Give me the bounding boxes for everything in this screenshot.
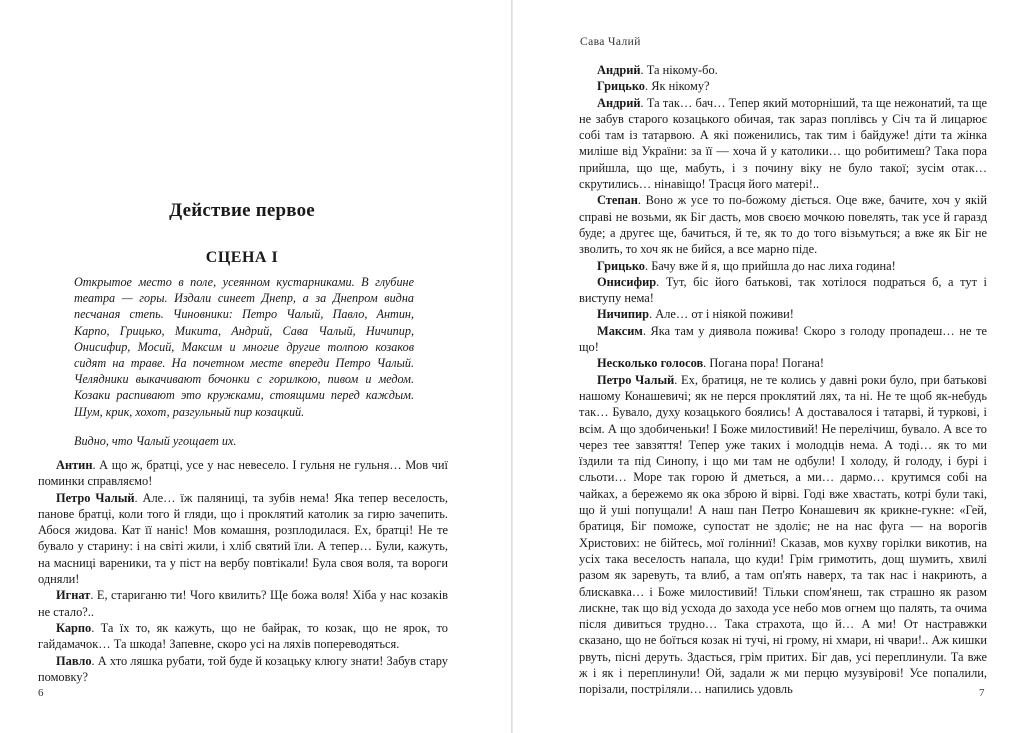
- page-number-left: 6: [38, 687, 44, 699]
- dialogue-line: [579, 95, 987, 193]
- dialogue-line: [579, 62, 987, 78]
- dialogue-line: [38, 620, 448, 653]
- dialogue-line: [579, 323, 987, 356]
- line-text: . Ех, братиця, не те колись у давні роки було, при батькові нашому Конашевичі; як не перся проклятий лях, та ні. Не те щоб як-небудь так… Бувало, духу козацького боялись! А доставалося і татарві, й туркові, і всім. А що здобиченьки! І Боже милостивий! Не перелічиш, бувало. А все то через тее завзяття! Тепер уже таких і молодців нема. А тоді… як то ми їздили та пiд Синопу, і що ми там не одбули! І холоду, й голоду, і бурі і сльоти… Море так горою й дметься, а ми… дармо… крутимся собі на чайках, а бережемо як ока зброю й вірві. Годі вже хвастать, котрі були такі, що й уші попущали! А наш пан Петро Конашевич як крикне-гукне: «Гей, братиця, Біг поможе, супостат не здолiє; не на нас фуга — на ворогів Христових: не бійтесь, мої голінниї! Сказав, мов кухву горілки викотив, на усіх така веселость напала, що куди! Грім гримотить, дощ шумить, хвилі разом як заревуть, та влиб, а там оп'ять наверх, та так нас і накриють, а блискавка… і Боже милостивий! Тільки спом'янеш, так страшно як разом лискне, так що від усхода до захода усе небо мов огнем що палять, та очима після дивиться трудно… Така страхота, що й… А ми! От настравжки сказано, що не боїться козак ні тучі, ні грому, ні хмари, ні чвари!.. Аж кишки рвуть, пісні деруть. Здасться, грім притих. Біг дав, усі переплинули. Та вже ж і як і переплинули! Ой, задали ж ми перцю музувірові! Усе попалили, порізали, пострiляли… напились удовль: [579, 372, 987, 697]
- line-text: . Бачу вже й я, що прийшла до нас лиха година!: [645, 258, 896, 273]
- dialogue-line: [579, 274, 987, 307]
- speaker-name: Антин: [56, 458, 93, 472]
- act-title: Действие первое: [169, 200, 315, 221]
- line-text: . Та так… бач… Тепер який моторніший, та ще нежонатий, та ще не забув старого козацького обичая, так зараз поплівсь у Січ та й лицарює собі там із татарвою. А які поженились, так тим і байдуже! діти та жінка миліше від України: за її — хоча й у католики… що робитимеш? Така пора прийшла, що ще, мабуть, і з почину віку не було такої; зусім отак… скрутились… нінавіщо! Трасця його матері!..: [579, 95, 987, 192]
- speaker-name: Игнат: [56, 588, 91, 603]
- page-number-right: 7: [979, 687, 985, 699]
- dialogue-line: [38, 587, 448, 620]
- line-text: . Та нікому-бо.: [640, 63, 718, 77]
- stage-direction-secondary: Видно, что Чалый угощает их.: [74, 434, 237, 448]
- line-text: . Е, стариганю ти! Чого квилить? Ще божа воля! Хіба у нас козаків не стало?..: [38, 588, 448, 619]
- left-dialogue: [38, 457, 448, 685]
- speaker-name: Степан: [597, 193, 638, 208]
- scene-title: СЦЕНА І: [205, 249, 279, 266]
- dialogue-line: [579, 258, 987, 274]
- speaker-name: Максим: [597, 323, 643, 338]
- line-text: . Тут, біс його батькові, так хотілося подраться б, а тут і виступу нема!: [579, 274, 987, 306]
- stage-direction: Открытое место в поле, усеянном кустарниками. В глубине театра — горы. Издали синеет Днепр, а за Днепром видна песчаная степь. Чиновники: Петро Чалый, Павло, Антин, Карпо, Грицько, Микита, Андрий, Сава Чалый, Ничипир, Онисифир, Мосий, Максим и многие другие толпою козаков сидят на траве. На почетном месте впереди Петро Чалый. Челядники выкачивают бочонки с горилкою, пивом и медом. Козаки распивают это кружками, стоящими перед каждым. Шум, крик, хохот, разгульный пир козацкий.: [74, 275, 414, 419]
- dialogue-line: [38, 653, 448, 686]
- line-text: . А хто ляшка рубати, той буде й козацьку клюгу знати! Забув стару помовку?: [38, 653, 448, 684]
- speaker-name: Павло: [56, 653, 92, 668]
- right-dialogue: [579, 62, 987, 698]
- dialogue-line: [38, 457, 448, 490]
- line-text: . Та їх то, як кажуть, що не байрак, то козак, що не ярок, то гайдамачок… Та шкода! Запевне, скоро усі на ляхів попереводяться.: [38, 620, 448, 652]
- speaker-name: Несколько голосов: [597, 356, 704, 371]
- dialogue-line: [38, 490, 448, 588]
- speaker-name: Онисифир: [597, 274, 657, 289]
- dialogue-line: [579, 78, 987, 94]
- running-header: Сава Чалий: [580, 36, 641, 48]
- line-text: . Але… от і ніякой поживи!: [649, 307, 794, 322]
- line-text: . Як нікому?: [645, 79, 710, 94]
- right-page: [513, 0, 1024, 733]
- line-text: . Воно ж усе то по-божому діється. Оце вже, бачите, хоч у якій справі не возьми, як Біг дасть, мов своєю мочкою повелять, так усе й гаразд буде; а другеє ще, бачиться, й те, як то до того візьмуться; а вже як Біг не зволить, то хоч як не бийся, а все марно піде.: [579, 193, 987, 257]
- line-text: . А що ж, братці, усе у нас невесело. І гульня не гульня… Мов чиї поминки справляємо!: [38, 458, 448, 489]
- dialogue-line: [579, 355, 987, 371]
- speaker-name: Андрий: [597, 95, 641, 110]
- left-page: [0, 0, 511, 733]
- dialogue-line: [579, 372, 987, 698]
- speaker-name: Андрий: [597, 63, 641, 77]
- line-text: . Яка там у диявола пожива! Скоро з голоду пропадеш… не те що!: [579, 323, 987, 355]
- dialogue-line: [579, 306, 987, 322]
- dialogue-line: [579, 192, 987, 257]
- speaker-name: Петро Чалый: [597, 372, 675, 387]
- speaker-name: Петро Чалый: [56, 490, 135, 505]
- speaker-name: Карпо: [56, 620, 92, 635]
- line-text: . Погана пора! Погана!: [703, 356, 825, 371]
- line-text: . Але… їж паляниці, та зубів нема! Яка тепер веселость, панове братці, коли того й гляди, що і проклятий католик за гирю зачепить. Абося жидова. Кат її наніс! Мов комашня, розплодилася. Ех, братці! Не те бувало у старину: і на світі жили, і хліб святий їли. А тепер… Були, кажуть, на масниці вареники, та у піст на вербу повтікали! Була своя воля, та вороги одняли!: [38, 490, 448, 587]
- speaker-name: Грицько: [597, 79, 645, 94]
- speaker-name: Ничипир: [597, 307, 650, 322]
- speaker-name: Грицько: [597, 258, 645, 273]
